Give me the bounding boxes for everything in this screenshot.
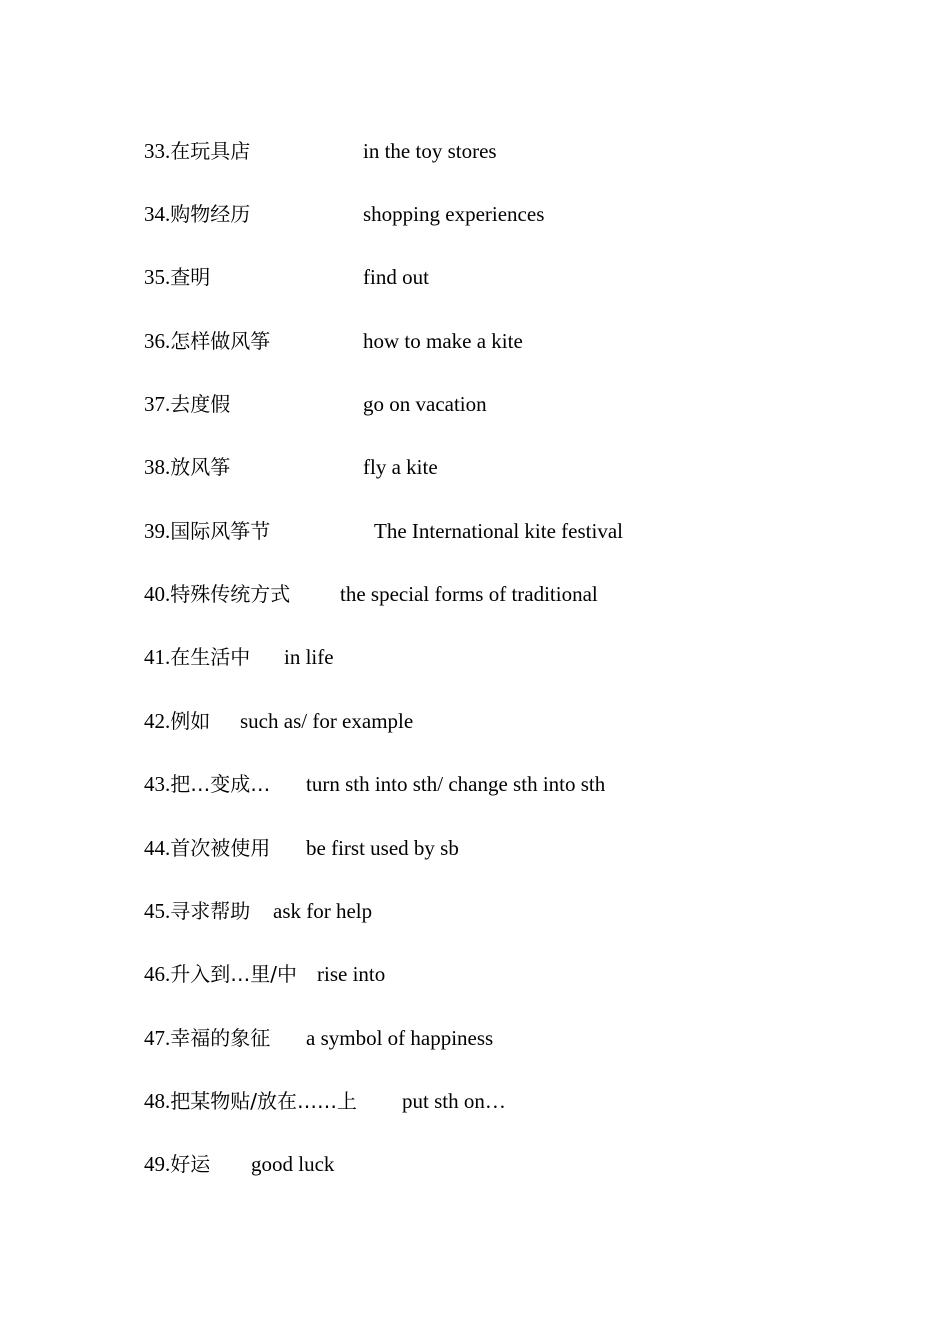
entry-chinese: 特殊传统方式: [170, 582, 291, 606]
entry-chinese: 把…变成…: [170, 772, 271, 796]
entry-chinese: 升入到…里/中: [170, 962, 297, 986]
entry-chinese: 国际风筝节: [170, 519, 271, 543]
entry-number: 34.: [144, 202, 171, 226]
entry-number: 46.: [144, 962, 171, 986]
entry-english: shopping experiences: [363, 202, 545, 226]
entry-chinese: 查明: [170, 265, 211, 289]
entry-number: 35.: [144, 265, 171, 289]
entry-chinese: 购物经历: [170, 202, 251, 226]
vocab-entry-40: [144, 579, 598, 609]
vocab-entry-37: [144, 389, 487, 419]
entry-number: 47.: [144, 1026, 171, 1050]
entry-chinese: 幸福的象征: [170, 1026, 271, 1050]
vocab-entry-34: [144, 199, 545, 229]
entry-chinese: 首次被使用: [170, 836, 271, 860]
entry-english: how to make a kite: [363, 329, 523, 353]
vocab-entry-36: [144, 326, 523, 356]
entry-number: 44.: [144, 836, 171, 860]
vocab-entry-48: [144, 1086, 506, 1116]
entry-number: 37.: [144, 392, 171, 416]
entry-chinese: 在生活中: [170, 645, 251, 669]
entry-english: good luck: [251, 1152, 335, 1176]
entry-english: ask for help: [273, 899, 373, 923]
entry-english: be first used by sb: [306, 836, 459, 860]
entry-chinese: 去度假: [170, 392, 231, 416]
entry-english: such as/ for example: [240, 709, 414, 733]
entry-number: 41.: [144, 645, 171, 669]
entry-chinese: 例如: [170, 709, 211, 733]
entry-english: rise into: [317, 962, 386, 986]
entry-chinese: 把某物贴/放在……上: [170, 1089, 357, 1113]
entry-number: 42.: [144, 709, 171, 733]
entry-number: 48.: [144, 1089, 171, 1113]
entry-english: turn sth into sth/ change sth into sth: [306, 772, 606, 796]
vocab-entry-44: [144, 833, 459, 863]
entry-english: fly a kite: [363, 455, 438, 479]
vocab-entry-35: [144, 262, 429, 292]
vocab-entry-38: [144, 452, 438, 482]
entry-english: in life: [284, 645, 334, 669]
entry-chinese: 放风筝: [170, 455, 231, 479]
entry-number: 38.: [144, 455, 171, 479]
entry-number: 36.: [144, 329, 171, 353]
entry-number: 43.: [144, 772, 171, 796]
vocab-entry-49: [144, 1149, 335, 1179]
entry-chinese: 好运: [170, 1152, 211, 1176]
vocab-entry-45: [144, 896, 373, 926]
entry-number: 49.: [144, 1152, 171, 1176]
entry-number: 33.: [144, 139, 171, 163]
entry-english: The International kite festival: [374, 519, 623, 543]
entry-chinese: 在玩具店: [170, 139, 251, 163]
entry-english: find out: [363, 265, 429, 289]
vocab-entry-43: [144, 769, 606, 799]
vocab-entry-46: [144, 959, 386, 989]
vocab-entry-42: [144, 706, 414, 736]
entry-chinese: 寻求帮助: [170, 899, 251, 923]
vocab-entry-39: [144, 516, 623, 546]
entry-chinese: 怎样做风筝: [170, 329, 271, 353]
vocab-entry-33: [144, 136, 497, 166]
entry-number: 40.: [144, 582, 171, 606]
vocab-entry-41: [144, 642, 334, 672]
entry-number: 39.: [144, 519, 171, 543]
entry-english: a symbol of happiness: [306, 1026, 494, 1050]
entry-english: go on vacation: [363, 392, 487, 416]
vocab-entry-47: [144, 1023, 494, 1053]
entry-english: put sth on…: [402, 1089, 506, 1113]
entry-english: the special forms of traditional: [340, 582, 598, 606]
entry-number: 45.: [144, 899, 171, 923]
entry-english: in the toy stores: [363, 139, 497, 163]
